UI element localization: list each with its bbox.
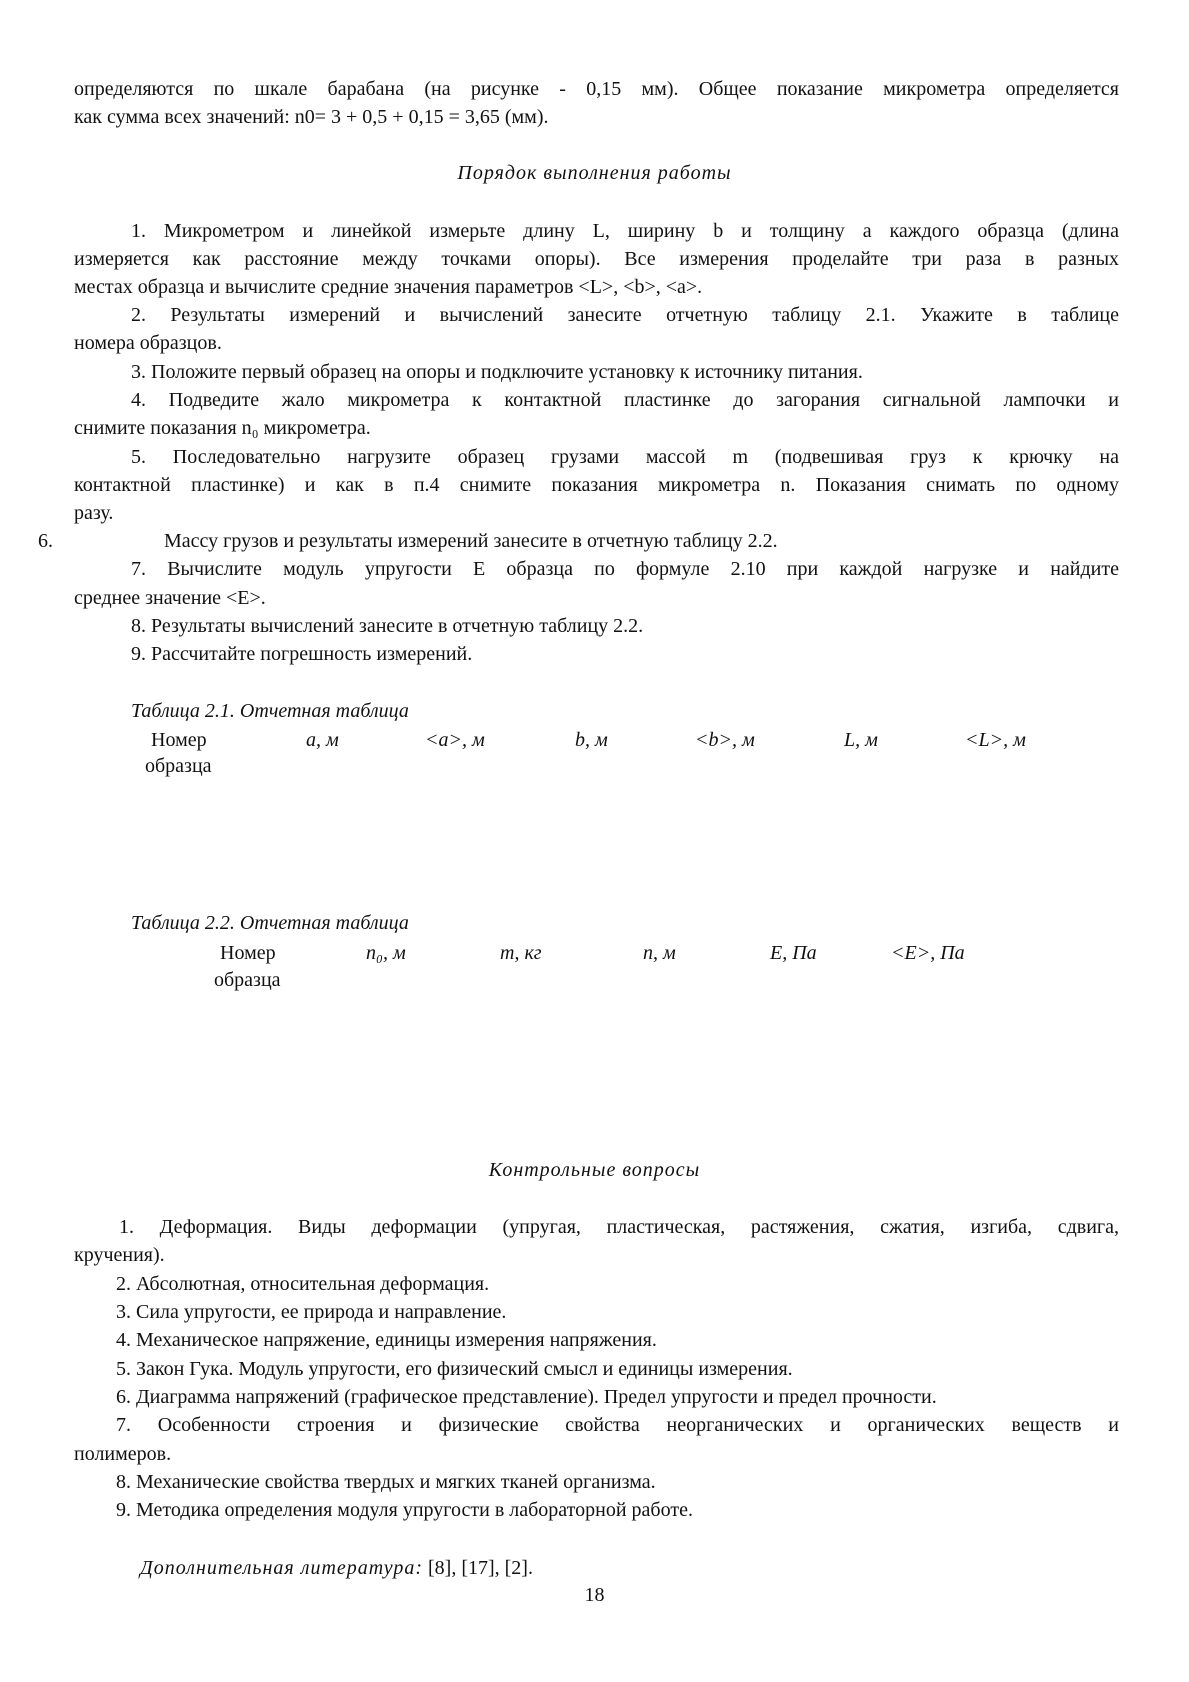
question-line: 1. Деформация. Виды деформации (упругая, пластическая, растяжения, сжатия, изгиба, сдвига, xyxy=(119,1216,1119,1238)
question-line: 2. Абсолютная, относительная деформация. xyxy=(116,1273,490,1295)
table-2-header-cell: <E>, Па xyxy=(891,942,965,964)
questions-title: Контрольные вопросы xyxy=(488,1159,701,1181)
table-2-header-cell: образца xyxy=(214,969,281,991)
literature-label: Дополнительная литература: xyxy=(140,1557,423,1579)
intro-line-2: как сумма всех значений: n0= 3 + 0,5 + 0,15 = 3,65 (мм). xyxy=(74,106,549,128)
procedure-line: 1. Микрометром и линейкой измерьте длину L, ширину b и толщину a каждого образца (длина xyxy=(131,220,1119,242)
procedure-line: 9. Рассчитайте погрешность измерений. xyxy=(131,643,473,665)
question-line: 6. Диаграмма напряжений (графическое представление). Предел упругости и предел прочности. xyxy=(116,1386,937,1408)
table-1-header-cell: <a>, м xyxy=(425,729,485,751)
procedure-line: контактной пластинке) и как в п.4 снимите показания микрометра n. Показания снимать по одному xyxy=(74,474,1119,496)
question-line: кручения). xyxy=(74,1244,165,1266)
question-line: 3. Сила упругости, ее природа и направление. xyxy=(116,1301,507,1323)
procedure-line: 2. Результаты измерений и вычислений занесите отчетную таблицу 2.1. Укажите в таблице xyxy=(131,304,1119,326)
procedure-line: 3. Положите первый образец на опоры и подключите установку к источнику питания. xyxy=(131,361,863,383)
procedure-line: среднее значение <E>. xyxy=(74,587,266,609)
intro-line-1: определяются по шкале барабана (на рисунке - 0,15 мм). Общее показание микрометра определяется xyxy=(74,78,1119,100)
procedure-line: номера образцов. xyxy=(74,332,222,354)
table-1-header-cell: образца xyxy=(145,755,212,777)
procedure-line: снимите показания n₀ микрометра. xyxy=(74,417,371,439)
page-number: 18 xyxy=(584,1584,605,1606)
additional-literature xyxy=(140,1556,533,1580)
question-line: 7. Особенности строения и физические свойства неорганических и органических веществ и xyxy=(116,1414,1119,1436)
question-line: полимеров. xyxy=(74,1443,172,1465)
table-2-header-cell: Номер xyxy=(220,942,276,964)
procedure-line: Массу грузов и результаты измерений занесите в отчетную таблицу 2.2. xyxy=(164,530,778,552)
table-2-header-cell: n₀, м xyxy=(366,942,406,964)
table-1-header-cell: L, м xyxy=(844,729,878,751)
procedure-line: 5. Последовательно нагрузите образец грузами массой m (подвешивая груз к крючку на xyxy=(131,446,1119,468)
table-2-header-cell: n, м xyxy=(643,942,676,964)
question-line: 4. Механическое напряжение, единицы измерения напряжения. xyxy=(116,1329,657,1351)
procedure-line: 7. Вычислите модуль упругости E образца по формуле 2.10 при каждой нагрузке и найдите xyxy=(131,558,1119,580)
procedure-line: 8. Результаты вычислений занесите в отчетную таблицу 2.2. xyxy=(131,615,644,637)
procedure-line: 4. Подведите жало микрометра к контактной пластинке до загорания сигнальной лампочки и xyxy=(131,389,1119,411)
procedure-line: разу. xyxy=(74,502,114,524)
procedure-line: измеряется как расстояние между точками опоры). Все измерения проделайте три раза в разных xyxy=(74,248,1119,270)
table-2-header-cell: m, кг xyxy=(500,942,542,964)
table-2-caption: Таблица 2.2. Отчетная таблица xyxy=(131,912,409,934)
table-1-header-cell: <L>, м xyxy=(965,729,1026,751)
table-1-header-cell: a, м xyxy=(306,729,339,751)
question-line: 9. Методика определения модуля упругости в лабораторной работе. xyxy=(116,1499,693,1521)
literature-refs: [8], [17], [2]. xyxy=(423,1557,533,1579)
procedure-title: Порядок выполнения работы xyxy=(457,162,732,184)
table-1-header-cell: Номер xyxy=(151,729,207,751)
table-2-header-cell: E, Па xyxy=(770,942,817,964)
question-line: 5. Закон Гука. Модуль упругости, его физический смысл и единицы измерения. xyxy=(116,1358,793,1380)
table-1-header-cell: <b>, м xyxy=(695,729,755,751)
procedure-item-6-number: 6. xyxy=(38,530,53,552)
procedure-line: местах образца и вычислите средние значения параметров <L>, <b>, <a>. xyxy=(74,276,703,298)
table-1-header-cell: b, м xyxy=(575,729,608,751)
table-1-caption: Таблица 2.1. Отчетная таблица xyxy=(131,700,409,722)
question-line: 8. Механические свойства твердых и мягких тканей организма. xyxy=(116,1471,656,1493)
